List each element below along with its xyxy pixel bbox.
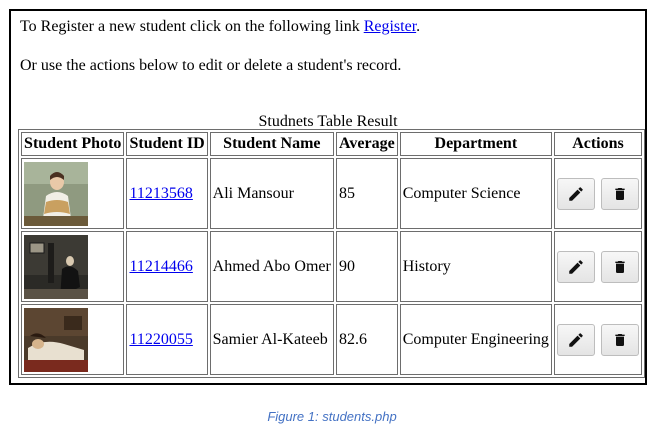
student-id-cell [126,304,207,375]
row-actions [557,251,639,283]
table-header-row [21,132,642,156]
student-id-cell [126,158,207,229]
trash-icon [612,257,628,277]
row-actions [557,178,639,210]
student-photo-cell [21,304,124,375]
student-id-link[interactable]: 11213568 [129,184,193,202]
trash-icon [612,184,628,204]
header-student-name: Student Name [210,132,334,156]
student-photo-cell [21,231,124,302]
register-instruction [20,18,420,36]
student-department-cell: Computer Science [400,158,552,229]
student-photo [24,162,88,226]
actions-cell [554,304,642,375]
delete-button[interactable] [601,178,639,210]
header-student-photo: Student Photo [21,132,124,156]
delete-button[interactable] [601,251,639,283]
page-frame [9,9,647,385]
student-name-cell: Ali Mansour [210,158,334,229]
student-id-link[interactable]: 11214466 [129,257,193,275]
header-actions: Actions [554,132,642,156]
edit-button[interactable] [557,324,595,356]
student-photo-cell [21,158,124,229]
actions-cell [554,158,642,229]
student-photo [24,308,88,372]
delete-button[interactable] [601,324,639,356]
pencil-icon [567,185,585,203]
student-photo [24,235,88,299]
student-id-link[interactable]: 11220055 [129,330,193,348]
header-department: Department [400,132,552,156]
register-instruction-suffix: . [416,18,421,35]
header-average: Average [336,132,398,156]
students-table [18,129,645,378]
pencil-icon [567,258,585,276]
actions-instruction: Or use the actions below to edit or delete a student's record. [20,57,402,74]
pencil-icon [567,331,585,349]
register-instruction-text: To Register a new student click on the following link [20,18,364,35]
student-department-cell: Computer Engineering [400,304,552,375]
actions-cell [554,231,642,302]
student-average-cell: 85 [336,158,398,229]
trash-icon [612,330,628,350]
row-actions [557,324,639,356]
table-row [21,304,642,375]
figure-caption: Figure 1: students.php [267,409,397,424]
table-row [21,158,642,229]
edit-button[interactable] [557,251,595,283]
table-caption: Studnets Table Result [258,113,398,130]
student-id-cell [126,231,207,302]
edit-button[interactable] [557,178,595,210]
student-average-cell: 82.6 [336,304,398,375]
student-name-cell: Samier Al-Kateeb [210,304,334,375]
header-student-id: Student ID [126,132,207,156]
table-row [21,231,642,302]
register-link[interactable]: Register [363,18,417,35]
student-name-cell: Ahmed Abo Omer [210,231,334,302]
student-department-cell: History [400,231,552,302]
student-average-cell: 90 [336,231,398,302]
